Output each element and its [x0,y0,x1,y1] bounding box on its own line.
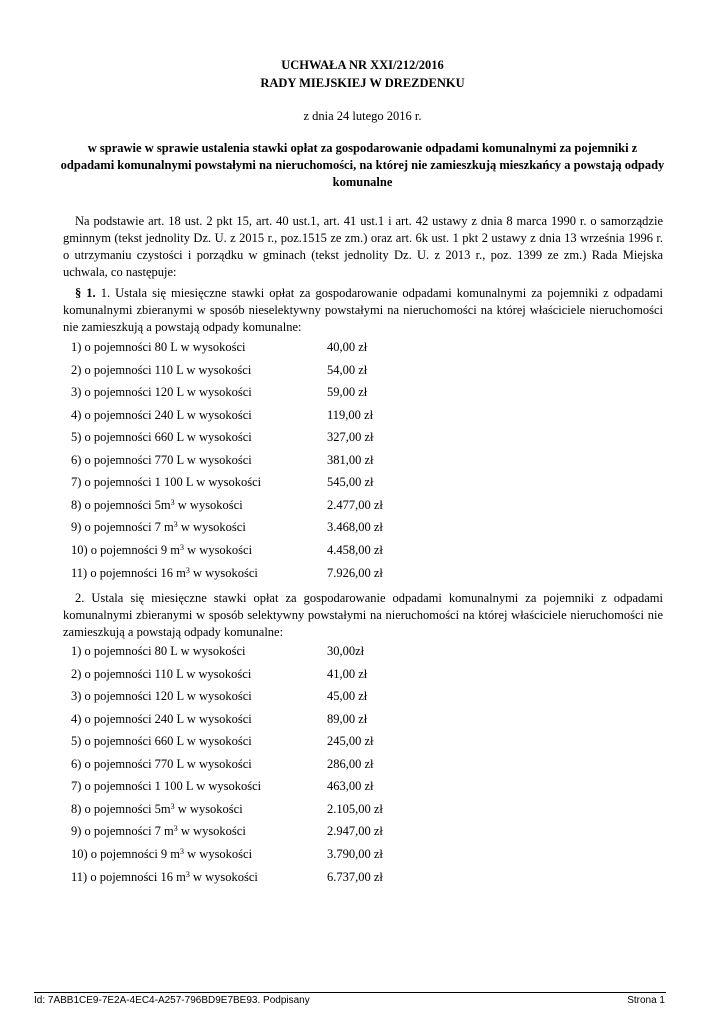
footer-page-number: Strona 1 [627,995,665,1006]
rate-row: 3) o pojemności 120 L w wysokości 45,00 zł [71,689,368,703]
section-1-text: 1. Ustala się miesięczne stawki opłat za gospodarowanie odpadami komunalnymi za pojemniki z odpadami komunalnymi zbieranymi w sposób nieselektywny powstałymi na nieruchomości na której właściciele nieruchomości nie zamieszkują a powstają odpady komunalne: [63,286,663,334]
rate-row: 1) o pojemności 80 L w wysokości 30,00zł [71,644,365,658]
rate-row: 8) o pojemności $5m^3$ w wysokości 2.477,00 zł [71,498,383,512]
rate-row: 2) o pojemności 110 L w wysokości 41,00 zł [71,667,368,681]
rate-row: 10) o pojemności 9 $m^3$ w wysokości 4.458,00 zł [71,543,383,557]
rate-row: 4) o pojemności 240 L w wysokości 89,00 zł [71,712,368,726]
rate-row: 9) o pojemności 7 $m^3$ w wysokości 3.468,00 zł [71,520,383,534]
rate-row: 6) o pojemności 770 L w wysokości 286,00 zł [71,757,374,771]
rate-row: 5) o pojemności 660 L w wysokości 327,00 zł [71,430,374,444]
rate-row: 11) o pojemności 16 $m^3$ w wysokości 7.926,00 zł [71,566,383,580]
rate-row: 10) o pojemności 9 $m^3$ w wysokości 3.790,00 zł [71,847,383,861]
rate-row: 9) o pojemności 7 $m^3$ w wysokości 2.947,00 zł [71,824,383,838]
council-name: RADY MIEJSKIEJ W DREZDENKU [260,76,465,90]
section-1-point-2-paragraph: 2. Ustala się miesięczne stawki opłat za gospodarowanie odpadami komunalnymi za pojemniki z odpadami komunalnymi zbieranymi w sposób selektywny powstałymi na nieruchomości na której właściciele nieruchomości nie zamieszkują a powstają odpady komunalne: [63,591,663,639]
section-1-paragraph [63,285,663,336]
footer-divider [34,992,666,993]
resolution-title: UCHWAŁA NR XXI/212/2016 [281,58,444,72]
resolution-date: z dnia 24 lutego 2016 r. [303,109,422,123]
rate-row: 7) o pojemności 1 100 L w wysokości 545,00 zł [71,475,374,489]
rate-row: 2) o pojemności 110 L w wysokości 54,00 zł [71,363,368,377]
rate-row: 7) o pojemności 1 100 L w wysokości 463,00 zł [71,779,374,793]
footer-document-id: Id: 7ABB1CE9-7E2A-4EC4-A257-796BD9E7BE93. Podpisany [34,995,310,1006]
rate-row: 6) o pojemności 770 L w wysokości 381,00 zł [71,453,374,467]
rate-row: 5) o pojemności 660 L w wysokości 245,00 zł [71,734,374,748]
rate-row: 3) o pojemności 120 L w wysokości 59,00 zł [71,385,368,399]
rate-row: 1) o pojemności 80 L w wysokości 40,00 zł [71,340,368,354]
legal-basis-paragraph: Na podstawie art. 18 ust. 2 pkt 15, art. 40 ust.1, art. 41 ust.1 i art. 42 ustawy z dnia 8 marca 1990 r. o samorządzie gminnym (tekst jednolity Dz. U. z 2015 r., poz.1515 ze zm.) oraz art. 6k ust. 1 pkt 2 ustawy z dnia 13 września 1996 r. o utrzymaniu czystości i porządku w gminach (tekst jednolity Dz. U. z 2013 r., poz. 1399 ze zm.) Rada Miejska uchwala, co następuje: [63,214,663,279]
rate-row: 4) o pojemności 240 L w wysokości 119,00 zł [71,408,374,422]
resolution-subject: w sprawie w sprawie ustalenia stawki opłat za gospodarowanie odpadami komunalnymi za pojemniki z odpadami komunalnymi powstałymi na nieruchomości, na której nie zamieszkują mieszkańcy a powstają odpady komunalne [60,141,665,189]
rate-row: 8) o pojemności $5m^3$ w wysokości 2.105,00 zł [71,802,383,816]
rate-row: 11) o pojemności 16 $m^3$ w wysokości 6.737,00 zł [71,870,383,884]
section-1-marker: § 1. [75,286,96,300]
